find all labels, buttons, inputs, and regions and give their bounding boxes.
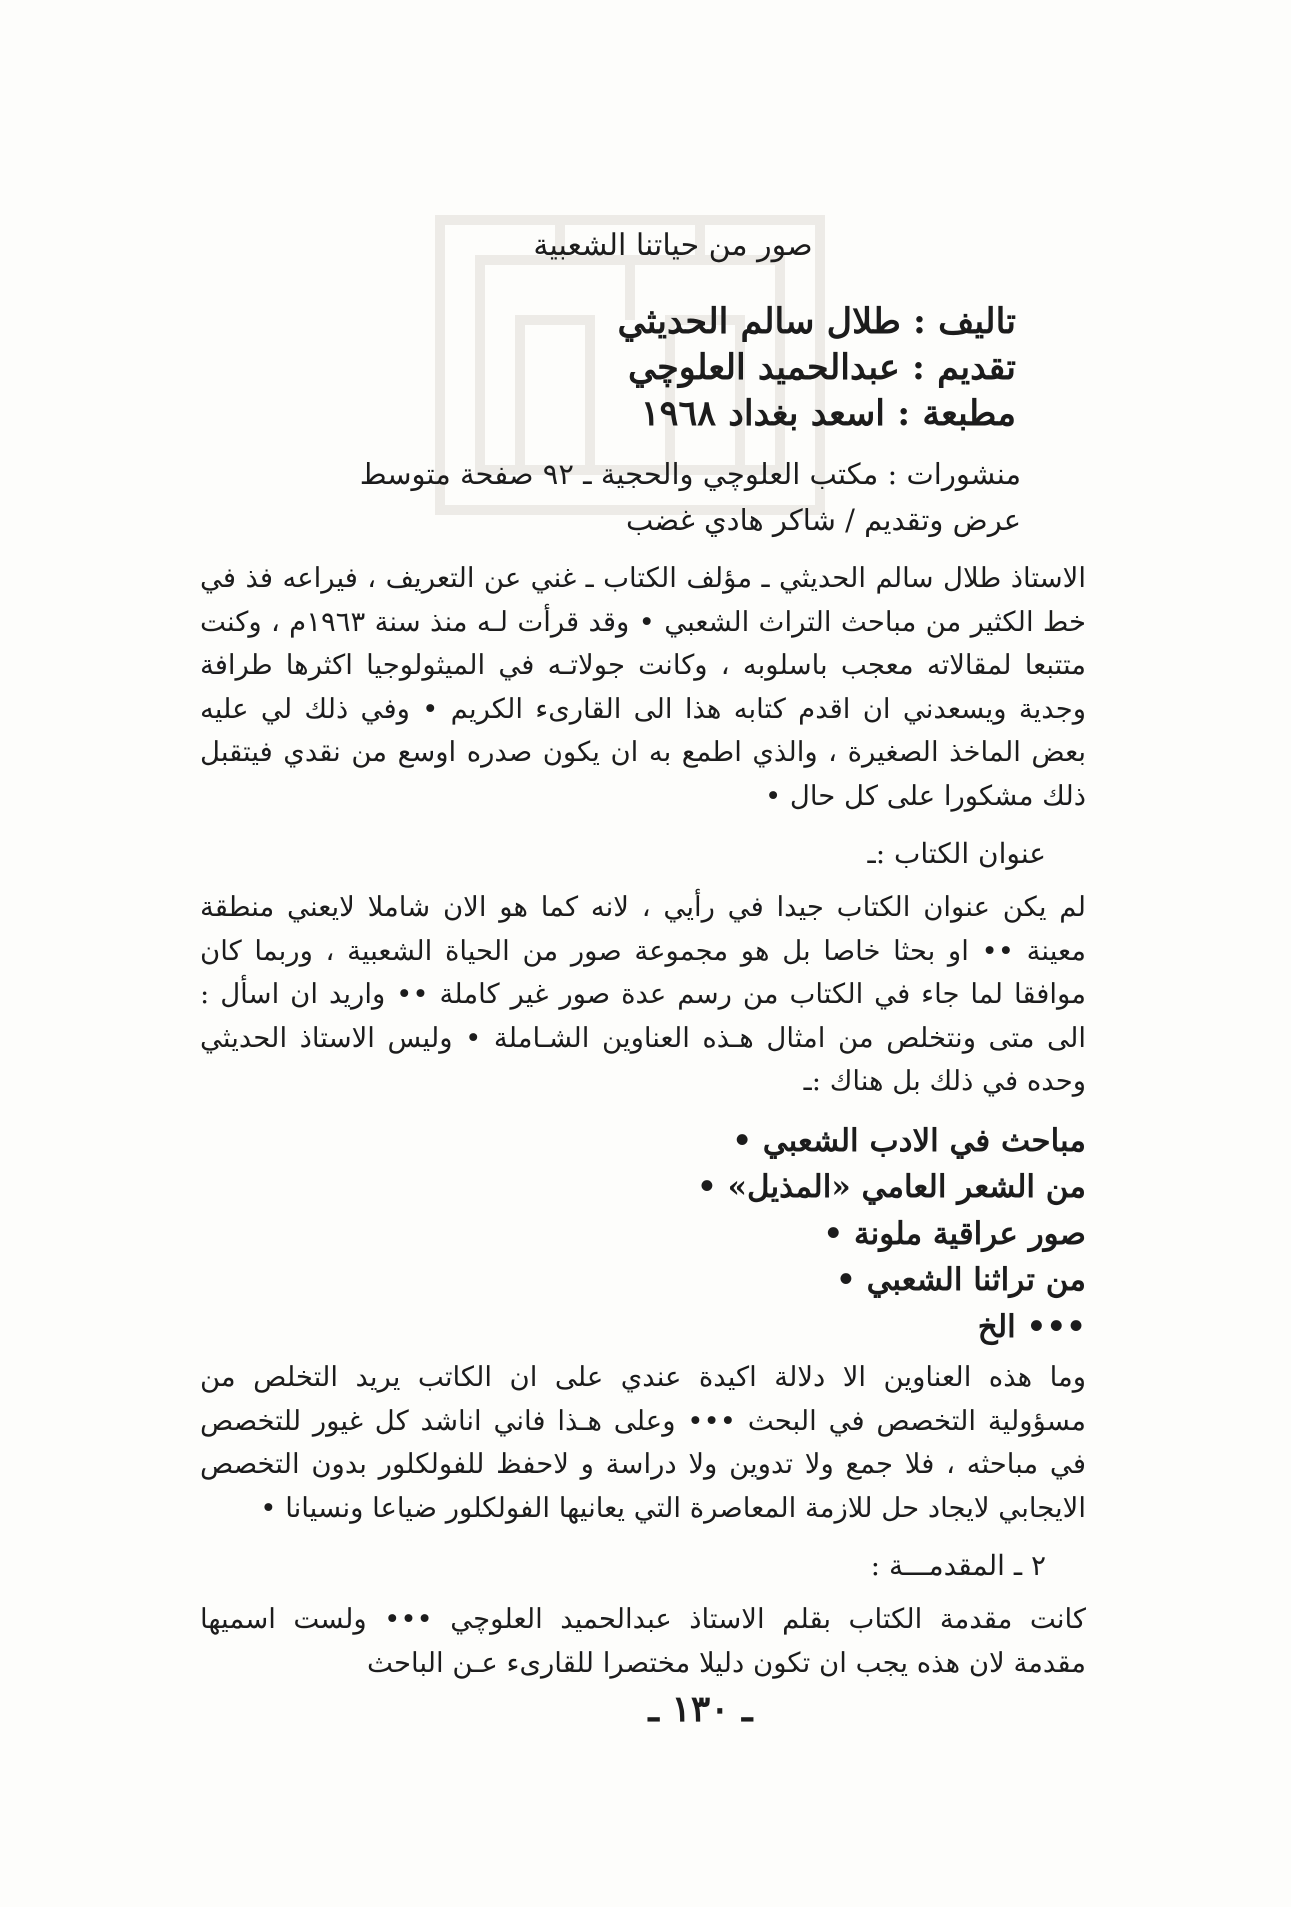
page-number: ـ ١٣٠ ـ — [648, 1688, 753, 1730]
list-item: من الشعر العامي «المذيل» • — [697, 1169, 1086, 1205]
list-item: مباحث في الادب الشعبي • — [732, 1122, 1086, 1159]
introduction-paragraph: كانت مقدمة الكتاب بقلم الاستاذ عبدالحميد العلوچي ••• ولست اسميها مقدمة لان هذه يجب ان تكون دليلا مختصرا للقارىء عـن الباحث — [200, 1603, 1086, 1679]
reviewer-line: عرض وتقديم / شاكر هادي غضب — [625, 503, 1021, 537]
intro-paragraph: الاستاذ طلال سالم الحديثي ـ مؤلف الكتاب ـ غني عن التعريف ، فيراعه فذ في خط الكثير من مباحث التراث الشعبي • وقد قرأت لـه منذ سنة ١٩٦٣م ، وكنت متتبعا لمقالاته معجب باسلوبه ، وكانت جولاتـه في الميثولوجيا اكثرها طرافة وجدية ويسعدني ان اقدم كتابه هذا الى القارىء الكريم • وفي ذلك لي عليه بعض الماخذ الصغيرة ، والذي اطمع به ان يكون صدره اوسع من نقدي فيتقبل ذلك مشكورا على كل حال • — [200, 562, 1087, 812]
book-credits — [200, 299, 1086, 437]
section-heading-title: عنوان الكتاب :ـ — [867, 837, 1046, 870]
book-title: صور من حياتنا الشعبية — [533, 228, 813, 263]
foreword-line: تقديم : عبدالحميد العلوچي — [627, 347, 1016, 388]
publisher-line: منشورات : مكتب العلوچي والحجية ـ ٩٢ صفحة متوسط — [359, 457, 1021, 491]
list-item: صور عراقية ملونة • — [823, 1215, 1086, 1252]
title-critique-paragraph: لم يكن عنوان الكتاب جيدا في رأيي ، لانه كما هو الان شاملا لايعني منطقة معينة •• او بحثا خاصا بل هو مجموعة صور من الحياة الشعبية ، وربما كان موافقا لما جاء في الكتاب من رسم عدة صور غير كاملة •• واريد ان اسأل : الى متى ونتخلص من امثال هـذه العناوين الشـاملة • وليس الاستاذ الحديثي وحده في ذلك بل هناك :ـ — [200, 891, 1086, 1097]
list-item: ••• الخ — [977, 1308, 1086, 1345]
example-titles-list — [200, 1118, 1086, 1351]
author-line: تاليف : طلال سالم الحديثي — [617, 301, 1016, 342]
publication-info — [200, 451, 1086, 543]
printer-line: مطبعة : اسعد بغداد ١٩٦٨ — [640, 393, 1016, 434]
section-heading-introduction: ٢ ـ المقدمـــة : — [870, 1549, 1046, 1582]
article-body — [200, 228, 1086, 1699]
specialization-paragraph: وما هذه العناوين الا دلالة اكيدة عندي على ان الكاتب يريد التخلص من مسؤولية التخصص في البحث ••• وعلى هـذا فاني اناشد كل غيور للتخصص في مباحثه ، فلا جمع ولا تدوين ولا دراسة و لاحفظ للفولكلور بدون التخصص الايجابي لايجاد حل للازمة المعاصرة التي يعانيها الفولكلور ضياعا ونسيانا • — [200, 1361, 1086, 1524]
list-item: من تراثنا الشعبي • — [835, 1262, 1086, 1298]
